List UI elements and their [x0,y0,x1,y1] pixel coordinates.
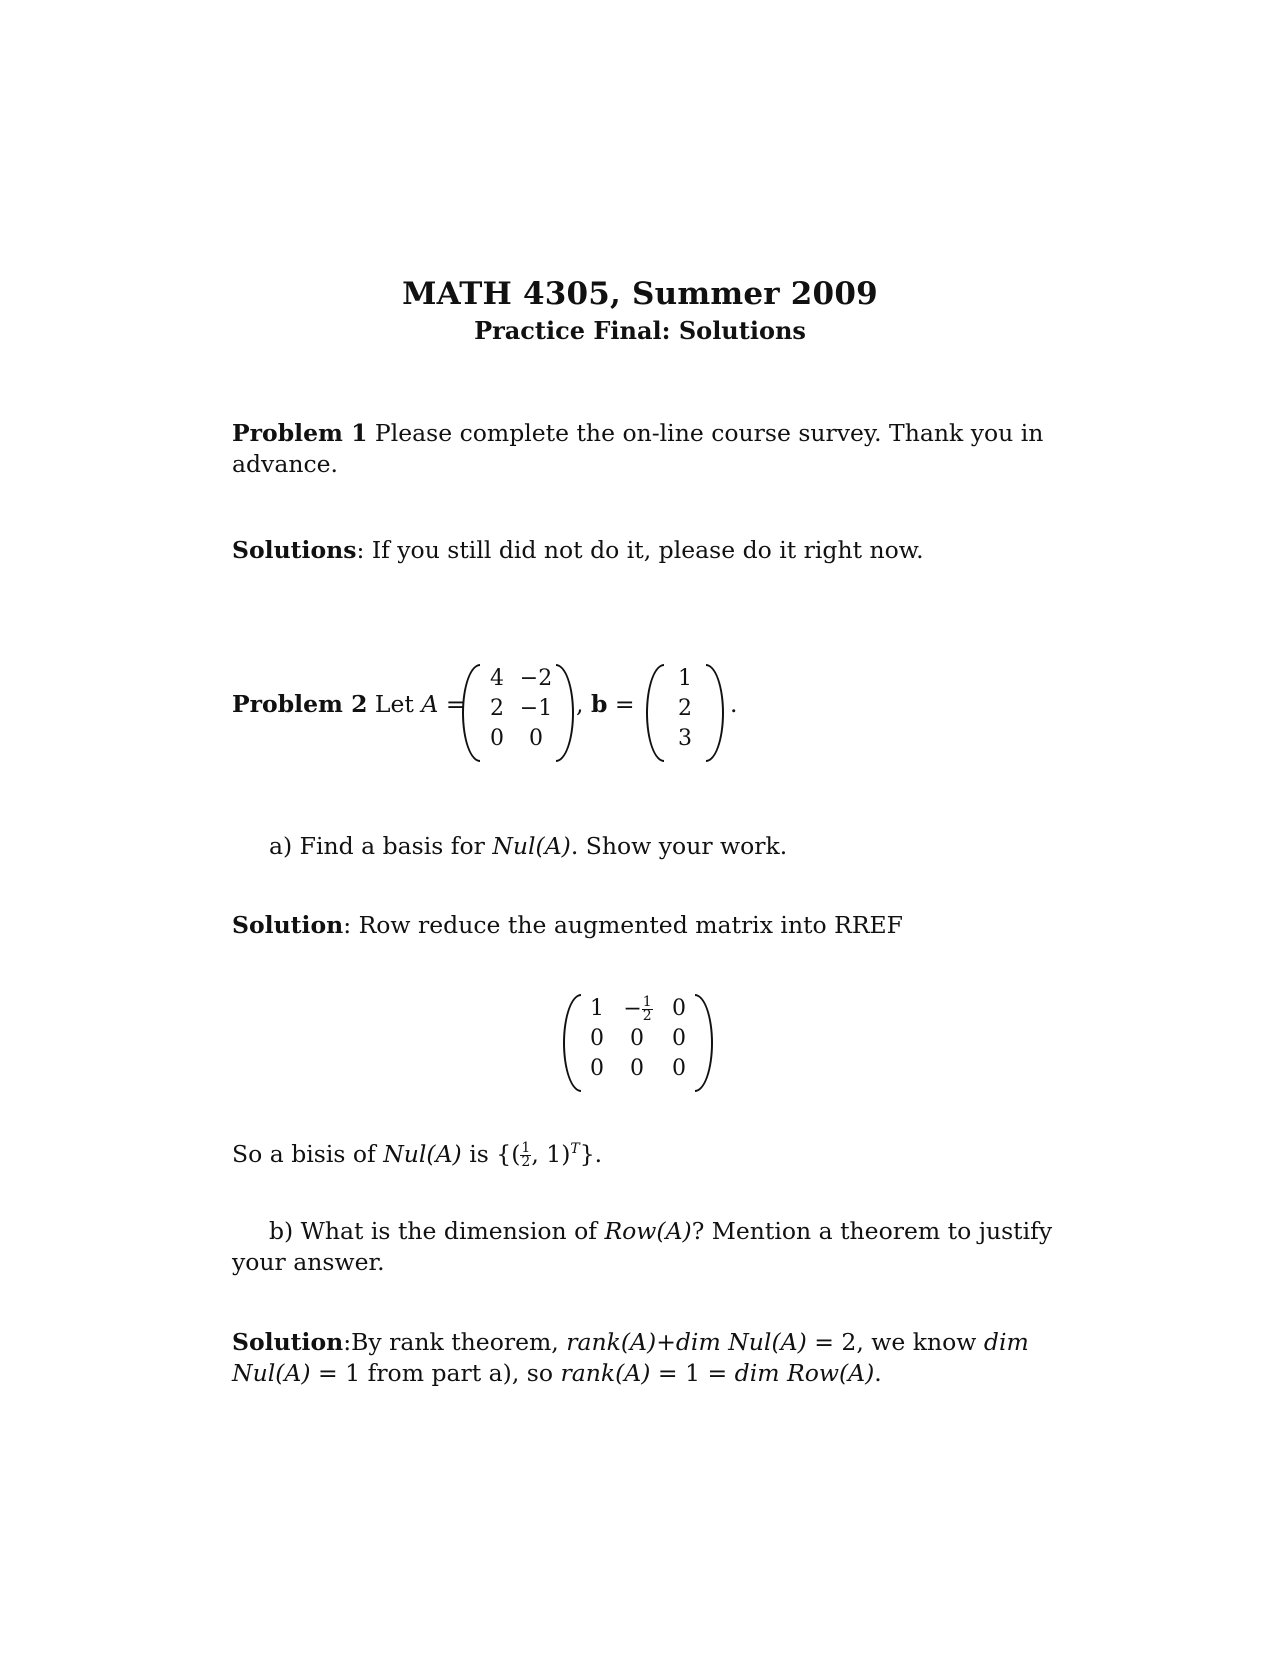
frac-num: 1 [521,1140,531,1156]
rref-cell-frac [615,996,661,1023]
var-a: A [421,690,439,718]
part-a-prompt-post: . Show your work. [570,832,788,860]
part-b-prompt [232,1216,1072,1278]
arg: (A) [771,1328,807,1356]
matrix-a-cell: 0 [490,726,504,751]
rref-cell: 0 [590,1056,604,1081]
solution-label: Solution [232,911,344,939]
fraction [520,1142,531,1169]
nul: Nul [232,1359,276,1387]
matrix-a-cell: 2 [490,696,504,721]
matrix-a-cell: −1 [519,696,553,721]
arg: (A) [275,1359,311,1387]
plus: + [656,1328,676,1356]
arg: (A) [838,1359,875,1387]
vector-b-cell: 2 [678,696,692,721]
nul: Nul [492,832,536,860]
dim: dim [983,1328,1029,1356]
b-definition [576,690,635,718]
var-b: b [590,690,608,718]
rref-cell: 0 [672,996,686,1021]
nul-arg: (A) [535,832,571,860]
matrix-a [462,664,574,762]
solution-label: Solutions [232,536,357,564]
rref-cell: 0 [630,1026,644,1051]
problem-2-intro [232,690,466,718]
frac-num: 1 [642,994,652,1010]
matrix-a-cell: 4 [490,666,504,691]
arg: (A) [620,1328,657,1356]
part-b-prompt-post: ? Mention a theorem to justify your answer. [232,1217,1053,1276]
solution-label: Solution [232,1328,344,1356]
part-a-prompt [269,832,787,860]
part-a-prompt-pre: a) Find a basis for [269,832,485,860]
part-b-solution: Solution:By rank theorem, rank(A)+dim Nul(A) = 2, we know dim Nul(A) = 1 from part a), so rank(A) = 1 = dim Row(A). [232,1328,1029,1387]
page-title: MATH 4305, Summer 2009 [402,276,878,312]
problem-1-text: Please complete the on-line course survey. Thank you in advance. [232,419,1044,478]
period: . [874,1359,882,1387]
problem-1-solution: Solutions: If you still did not do it, please do it right now. [232,536,924,564]
nul-arg: (A) [426,1140,462,1168]
arg: (A) [615,1359,651,1387]
dim: dim [734,1359,780,1387]
rref-cell: 0 [630,1056,644,1081]
basis-mid: is {( [469,1140,521,1168]
frac-den: 2 [642,1008,652,1024]
rref-cell: 1 [590,996,604,1021]
solution-text: Row reduce the augmented matrix into RREF [358,911,903,939]
rref-cell: 0 [672,1056,686,1081]
rref-cell: 0 [590,1026,604,1051]
vector-b-cell: 1 [678,666,692,691]
vector-b [646,664,724,762]
rref-cell: 0 [672,1026,686,1051]
nul: Nul [728,1328,772,1356]
nul: Nul [383,1140,427,1168]
transpose-sup: T [570,1141,580,1158]
basis-post: , 1) [531,1140,571,1168]
rref-matrix [563,994,713,1092]
equals: = [614,690,635,718]
eq-one: = 1 = [657,1359,728,1387]
rank: rank [560,1359,616,1387]
period: . [730,690,738,718]
comma: , [576,690,584,718]
row: Row [787,1359,839,1387]
row-arg: (A) [656,1217,692,1245]
equals: = [445,690,466,718]
sol-1: By rank theorem, [351,1328,559,1356]
rank: rank [566,1328,621,1356]
problem-1 [232,418,1072,480]
basis-statement [232,1140,602,1169]
minus-sign: − [623,996,642,1022]
vector-b-cell: 3 [678,726,692,751]
dim: dim [675,1328,721,1356]
problem-2-label: Problem 2 [232,690,368,718]
problem-1-label: Problem 1 [232,419,368,447]
part-b-prompt-pre: b) What is the dimension of [269,1217,597,1245]
eq1: = [318,1359,338,1387]
basis-pre: So a bisis of [232,1140,376,1168]
let-text: Let [374,690,414,718]
matrix-a-cell: −2 [519,666,553,691]
sol-2: 1 from part a), so [345,1359,553,1387]
solution-text: If you still did not do it, please do it right now. [371,536,924,564]
frac-den: 2 [521,1154,531,1170]
matrix-a-cell: 0 [529,726,543,751]
row: Row [604,1217,657,1245]
part-a-solution: Solution: Row reduce the augmented matrix into RREF [232,911,903,939]
fraction [642,996,653,1023]
eq2: = 2, we know [814,1328,977,1356]
page-subtitle: Practice Final: Solutions [474,316,806,345]
basis-end: }. [579,1140,603,1168]
